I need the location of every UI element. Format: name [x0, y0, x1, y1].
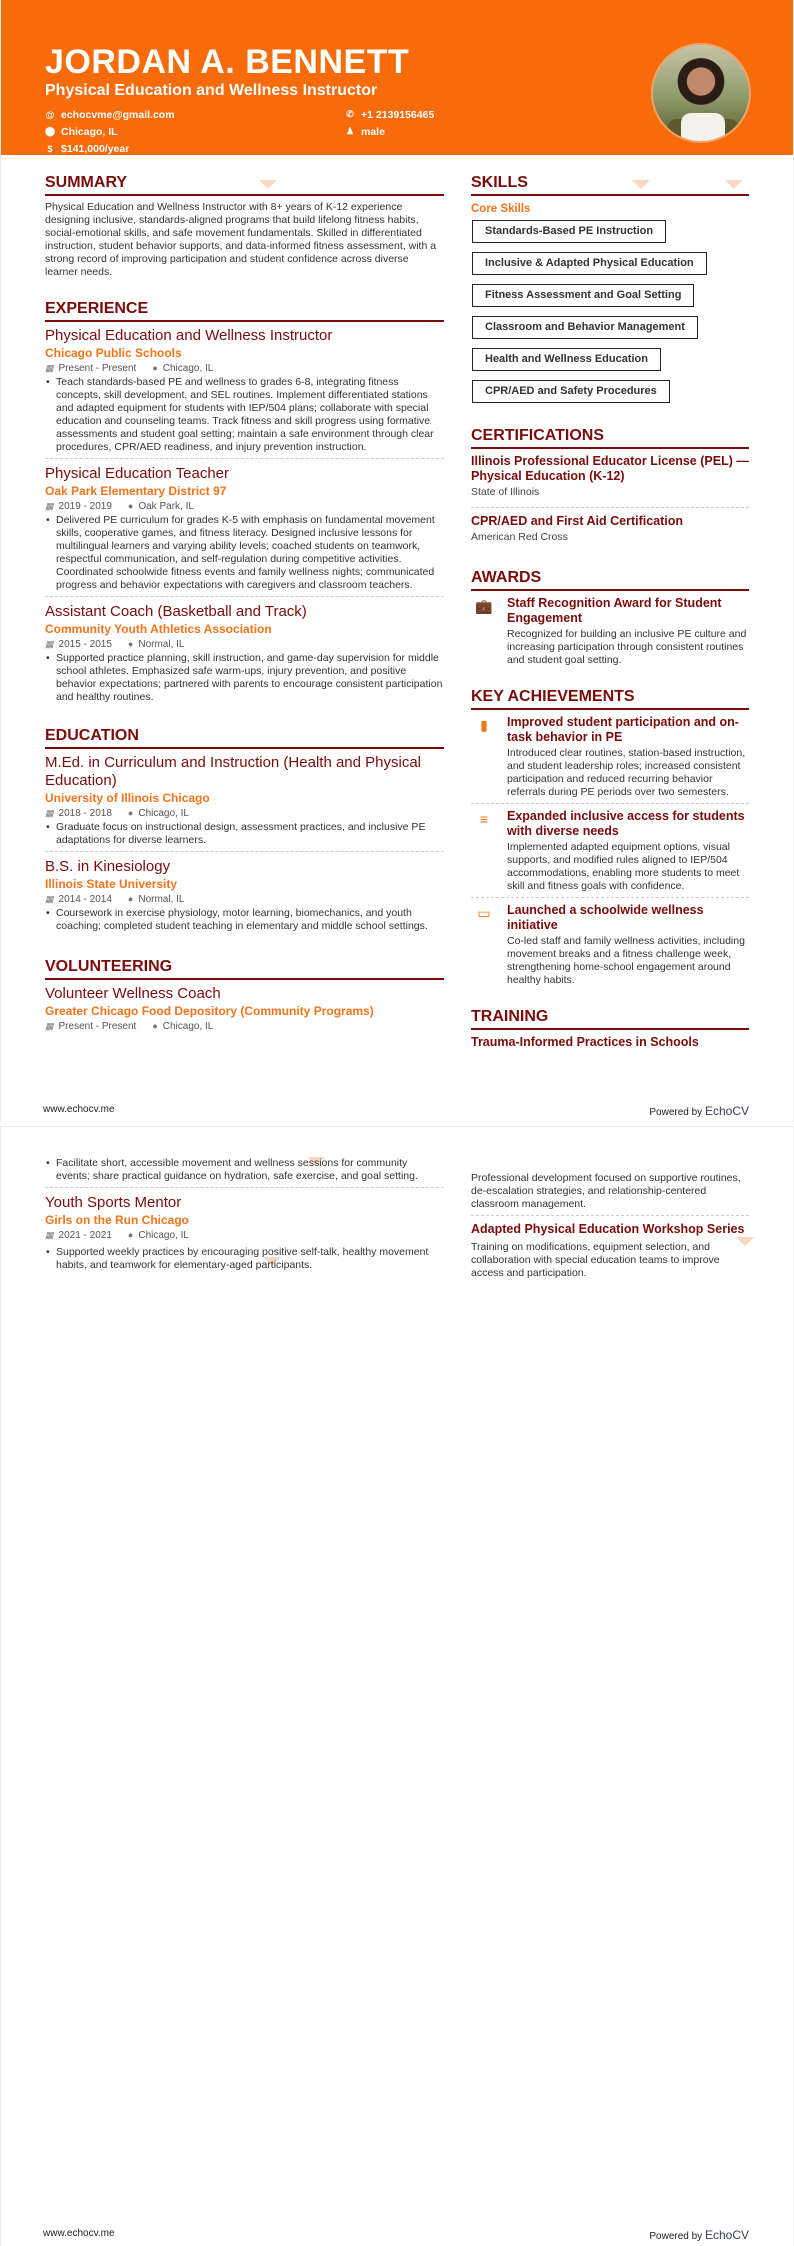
certifications-heading: CERTIFICATIONS	[471, 426, 749, 449]
person-icon: ♟	[345, 126, 355, 136]
certification-item	[471, 454, 749, 508]
location-pin-icon: ●	[127, 1230, 134, 1240]
certification-issuer: State of Illinois	[471, 486, 540, 498]
volunteer-role: Volunteer Wellness Coach	[45, 985, 221, 1002]
skill-tag: Standards-Based PE Instruction	[472, 220, 666, 243]
volunteer-role: Youth Sports Mentor	[45, 1194, 182, 1211]
certification-name: Illinois Professional Educator License (PEL) — Physical Education (K-12)	[471, 454, 749, 483]
training-item-continued	[471, 1172, 749, 1216]
training-heading: TRAINING	[471, 1007, 749, 1030]
dates: 2015 - 2015	[58, 639, 112, 650]
brand-logo[interactable]: EchoCV	[704, 1104, 749, 1118]
resume-page-2	[0, 1126, 794, 2246]
location: Chicago, IL	[162, 1021, 214, 1032]
bullet: • Delivered PE curriculum for grades K-5 with emphasis on fundamental movement skills, cooperative games, and fitness literacy. Designed inclusive lessons for multilingual learners and varying ability levels; coached students on teamwork, respectful communication, and self-regulation during competitive activities. Coordinated schoolwide fitness events and family wellness nights; communicated progress and behavior expectations with caregivers and classroom teachers.	[45, 514, 444, 592]
battery-icon: ▭	[477, 905, 491, 921]
skill-tag: Inclusive & Adapted Physical Education	[472, 252, 707, 275]
skills-group: Core Skills	[471, 203, 531, 215]
location-pin-icon: ●	[152, 1021, 158, 1031]
page-footer	[43, 2228, 749, 2242]
degree: B.S. in Kinesiology	[45, 858, 171, 875]
company: Chicago Public Schools	[45, 346, 182, 360]
certification-name: CPR/AED and First Aid Certification	[471, 514, 684, 528]
location: Chicago, IL	[138, 808, 189, 819]
brand-logo[interactable]: EchoCV	[704, 2228, 749, 2242]
left-column	[45, 173, 444, 1053]
volunteering-item-continued	[45, 1157, 444, 1188]
bullet: • Supported weekly practices by encouraging positive self-talk, healthy movement habits, and teamwork for elementary-aged participants.	[45, 1246, 444, 1272]
certification-item	[471, 514, 749, 552]
skills-heading: SKILLS	[471, 173, 749, 196]
degree: M.Ed. in Curriculum and Instruction (Health and Physical Education)	[45, 754, 421, 789]
contact-email[interactable]	[45, 107, 345, 122]
email-text: echocvme@gmail.com	[61, 108, 175, 121]
certification-issuer: American Red Cross	[471, 531, 568, 543]
experience-item	[45, 603, 444, 708]
summary-text: Physical Education and Wellness Instructor with 8+ years of K-12 experience designing inclusive, standards-aligned programs that build lifelong fitness habits, social-emotional skills, and safe movement fundamentals. Skilled in differentiated instruction, student behavior supports, and data-informed fitness assessment, with a strong record of improving participation and student confidence across diverse learner needs.	[45, 201, 437, 278]
volunteering-item	[45, 1194, 444, 1272]
dates: 2014 - 2014	[58, 894, 112, 905]
at-icon: @	[45, 109, 55, 120]
location: Chicago, IL	[162, 363, 214, 374]
education-item	[45, 754, 444, 852]
skill-tag: Health and Wellness Education	[472, 348, 661, 371]
training-desc: Training on modifications, equipment selection, and collaboration with special education teams to improve access and participation.	[471, 1241, 720, 1279]
footer-site-link[interactable]: www.echocv.me	[43, 2228, 115, 2239]
salary-text: $141,000/year	[61, 142, 130, 155]
bullet: • Supported practice planning, skill instruction, and game-day supervision for middle school athletes. Emphasized safe warm-ups, injury prevention, and positive behavior expectations; partnered with parents to encourage consistent participation and healthy routines.	[45, 652, 444, 704]
page-footer	[43, 1104, 749, 1118]
bullet: • Facilitate short, accessible movement and wellness sessions for community events; share practical guidance on hydration, safe exercise, and goal setting.	[45, 1157, 444, 1183]
achievement-desc: Co-led staff and family wellness activities, including movement breaks and a fitness challenge week, strengthening home-school engagement around healthy habits.	[507, 935, 745, 986]
contact-phone[interactable]	[345, 107, 545, 122]
achievement-item	[471, 715, 749, 804]
achievement-desc: Implemented adapted equipment options, visual supports, and modified rules aligned to IEP/504 accommodations, enabling more students to meet skill and fitness goals with confidence.	[507, 841, 740, 892]
powered-by-label: Powered by	[649, 2231, 703, 2242]
location: Normal, IL	[138, 639, 185, 650]
briefcase-icon: 💼	[475, 598, 493, 614]
contact-salary	[45, 141, 345, 156]
awards-heading: AWARDS	[471, 568, 749, 591]
skill-tag: Fitness Assessment and Goal Setting	[472, 284, 694, 307]
experience-heading: EXPERIENCE	[45, 299, 444, 322]
dates: 2019 - 2019	[58, 501, 112, 512]
right-column	[471, 173, 749, 1070]
achievement-item	[471, 809, 749, 898]
location: Normal, IL	[138, 894, 185, 905]
location-pin-icon: ●	[127, 501, 134, 511]
bullet: • Coursework in exercise physiology, motor learning, biomechanics, and youth coaching; completed student teaching in elementary and middle school settings.	[45, 907, 444, 933]
award-desc: Recognized for building an inclusive PE culture and increasing participation through consistent routines and student goal setting.	[507, 628, 747, 666]
location: Oak Park, IL	[138, 501, 194, 512]
avatar	[651, 43, 751, 143]
achievement-title: Improved student participation and on-task behavior in PE	[507, 715, 739, 744]
organization: Greater Chicago Food Depository (Community Programs)	[45, 1004, 374, 1018]
powered-by-label: Powered by	[649, 1107, 703, 1118]
training-item	[471, 1222, 749, 1280]
achievements-heading: KEY ACHIEVEMENTS	[471, 687, 749, 710]
job-title: Physical Education Teacher	[45, 465, 229, 482]
education-heading: EDUCATION	[45, 726, 444, 749]
list-icon: ≡	[479, 811, 489, 827]
training-title: Trauma-Informed Practices in Schools	[471, 1035, 699, 1049]
dates: 2021 - 2021	[58, 1230, 112, 1241]
organization: Girls on the Run Chicago	[45, 1213, 190, 1227]
job-title: Physical Education and Wellness Instructor	[45, 327, 333, 344]
job-title: Assistant Coach (Basketball and Track)	[45, 603, 307, 620]
achievement-desc: Introduced clear routines, station-based instruction, and student leadership roles; increased consistent participation and reduced recurring behavior referrals during PE periods over two semesters.	[507, 747, 746, 798]
resume-page-1	[0, 0, 794, 1122]
skill-tag: CPR/AED and Safety Procedures	[472, 380, 670, 403]
gender-text: male	[361, 125, 385, 138]
location-pin-icon: ●	[152, 363, 158, 373]
experience-item	[45, 327, 444, 459]
experience-item	[45, 465, 444, 597]
calendar-icon: ▦	[45, 894, 54, 904]
training-title: Adapted Physical Education Workshop Series	[471, 1222, 745, 1236]
school: University of Illinois Chicago	[45, 791, 210, 805]
money-icon: $	[47, 143, 53, 154]
dates: 2018 - 2018	[58, 808, 112, 819]
location-pin-icon: ⬤	[45, 126, 56, 136]
calendar-icon: ▦	[45, 1230, 54, 1240]
calendar-icon: ▦	[45, 639, 54, 649]
achievement-item	[471, 903, 749, 991]
calendar-icon: ▦	[45, 808, 54, 818]
calendar-icon: ▦	[45, 501, 54, 511]
location-pin-icon: ●	[127, 808, 134, 818]
dates: Present - Present	[58, 1021, 137, 1032]
candidate-title: Physical Education and Wellness Instructor	[45, 82, 378, 99]
bullet: • Graduate focus on instructional design, assessment practices, and inclusive PE adaptations for diverse learners.	[45, 821, 444, 847]
award-title: Staff Recognition Award for Student Engagement	[507, 596, 722, 625]
location-text: Chicago, IL	[61, 125, 118, 138]
document-icon: ▮	[480, 717, 488, 733]
achievement-title: Launched a schoolwide wellness initiative	[507, 903, 704, 932]
achievement-title: Expanded inclusive access for students with diverse needs	[507, 809, 745, 838]
volunteering-item	[45, 985, 444, 1033]
phone-text: +1 2139156465	[361, 108, 435, 121]
dates: Present - Present	[58, 363, 137, 374]
bullet: • Teach standards-based PE and wellness to grades 6-8, integrating fitness concepts, skill development, and SEL routines. Implement differentiated stations and adapted equipment for students with IEP/504 plans; collaborate with special education and counseling teams. Track fitness and skill progress using formative assessments and student goal setting; maintain a safe environment through clear procedures, CPR/AED readiness, and injury prevention instruction.	[45, 376, 444, 454]
location-pin-icon: ●	[127, 639, 134, 649]
education-item	[45, 858, 444, 937]
school: Illinois State University	[45, 877, 178, 891]
location-pin-icon: ●	[127, 894, 134, 904]
company: Community Youth Athletics Association	[45, 622, 272, 636]
contact-gender	[345, 124, 545, 139]
summary-heading: SUMMARY	[45, 173, 444, 196]
candidate-name: JORDAN A. BENNETT	[45, 43, 410, 81]
skill-tag: Classroom and Behavior Management	[472, 316, 698, 339]
footer-site-link[interactable]: www.echocv.me	[43, 1104, 115, 1115]
company: Oak Park Elementary District 97	[45, 484, 227, 498]
award-item	[471, 596, 749, 671]
contact-location	[45, 124, 345, 139]
training-desc: Professional development focused on supportive routines, de-escalation strategies, and relationship-centered classroom management.	[471, 1172, 741, 1210]
phone-icon: ✆	[346, 109, 354, 119]
volunteering-heading: VOLUNTEERING	[45, 957, 444, 980]
calendar-icon: ▦	[45, 363, 54, 373]
location: Chicago, IL	[138, 1230, 189, 1241]
calendar-icon: ▦	[45, 1021, 54, 1031]
resume-header	[1, 0, 793, 155]
